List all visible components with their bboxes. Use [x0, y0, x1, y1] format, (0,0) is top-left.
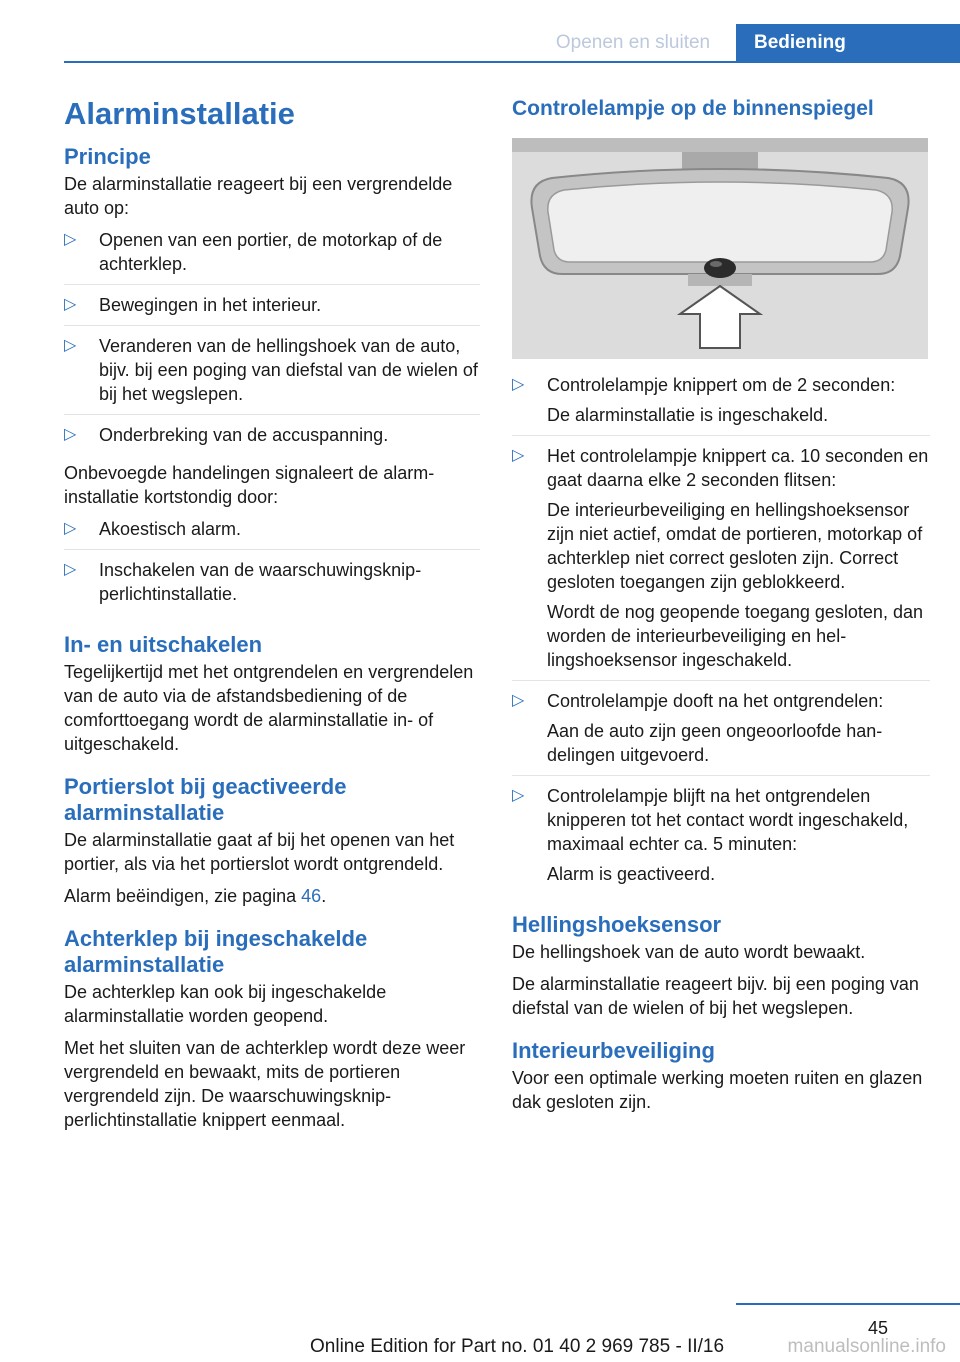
list-item: ▷ Controlelampje dooft na het ontgrendelen: Aan de auto zijn geen ongeoorloofde handelingen uitgevoerd. [512, 689, 930, 776]
list-item: ▷ Akoestisch alarm. [64, 517, 480, 550]
inuit-text: Tegelijkertijd met het ontgrendelen en vergrendelen van de auto via de afstandsbediening of de comforttoegang wordt de alarminstallatie in- of uitgeschakeld. [64, 662, 474, 754]
triangle-right-icon: ▷ [512, 692, 525, 709]
interieur-text: Voor een optimale werking moeten ruiten en glazen dak gesloten zijn. [512, 1068, 923, 1112]
triangle-right-icon: ▷ [64, 337, 77, 354]
heading-controlelampje: Controlelampje op de binnenspiegel [512, 97, 874, 120]
list-item: ▷ Onderbreking van de accuspanning. [64, 425, 389, 445]
helling-text-2: De alarminstallatie reageert bijv. bij een poging van diefstal van de wielen of bij het wegslepen. [512, 974, 919, 1018]
page-link[interactable]: 46 [301, 886, 322, 906]
triangle-right-icon: ▷ [512, 787, 525, 804]
triangle-right-icon: ▷ [512, 447, 525, 464]
footer-rule [736, 1303, 960, 1305]
heading-principe: Principe [64, 144, 151, 169]
triangle-right-icon: ▷ [64, 561, 77, 578]
list-item: ▷ Inschakelen van de waarschuwingsknipperlichtinstallatie. [64, 560, 422, 604]
page-title: Alarminstallatie [64, 96, 295, 131]
heading-achterklep: Achterklep bij ingeschakelde alarminstallatie [64, 926, 368, 977]
watermark: manualsonline.info [787, 1336, 946, 1357]
principe-intro: De alarminstallatie reageert bij een vergrendelde auto op: [64, 174, 453, 218]
portierslot-ref: Alarm beëindigen, zie pagina 46. [64, 886, 327, 906]
page-number: 45 [867, 1318, 888, 1338]
rearview-mirror-image [512, 138, 928, 359]
principe-after: Onbevoegde handelingen signaleert de alarminstallatie kortstondig door: [64, 463, 435, 507]
header-rule [64, 61, 960, 63]
achterklep-text-2: Met het sluiten van de achterklep wordt deze weer vergrendeld en bewaakt, mits de portieren vergrendeld zijn. De waarschuwingsknipperlichtinstallatie knippert eenmaal. [64, 1038, 466, 1130]
heading-portierslot: Portierslot bij geactiveerde alarminstallatie [64, 774, 347, 825]
principe-list [64, 228, 480, 455]
triangle-right-icon: ▷ [512, 376, 525, 393]
list-item: ▷ Openen van een portier, de motorkap of de achterklep. [64, 228, 480, 285]
lamp-status-list [512, 373, 930, 894]
heading-interieurbeveiliging: Interieurbeveiliging [512, 1038, 715, 1063]
list-item: ▷ Het controlelampje knippert ca. 10 seconden en gaat daarna elke 2 seconden flitsen: De interieurbeveiliging en hellingshoeksensor zijn niet actief, omdat de portieren, motorkap of achterklep niet correct gesloten zijn. Correct gesloten toegangen zijn geblokkeerd. Wordt de nog geopende toegang gesloten, dan worden de interieurbeveiliging en hellingshoeksensor ingeschakeld. [512, 444, 930, 681]
triangle-right-icon: ▷ [64, 296, 77, 313]
right-column [512, 96, 930, 1122]
helling-text-1: De hellingshoek van de auto wordt bewaakt. [512, 942, 866, 962]
signal-list [64, 517, 480, 614]
triangle-right-icon: ▷ [64, 231, 77, 248]
tab-bediening[interactable]: Bediening [736, 24, 960, 62]
left-column [64, 96, 480, 1140]
list-item: ▷ Controlelampje blijft na het ontgrendelen knipperen tot het contact wordt ingeschakeld, maximaal echter ca. 5 minuten: Alarm is geactiveerd. [512, 786, 909, 884]
triangle-right-icon: ▷ [64, 520, 77, 537]
list-item: ▷ Veranderen van de hellingshoek van de auto, bijv. bij een poging van diefstal van de wielen of bij het wegslepen. [64, 334, 480, 415]
triangle-right-icon: ▷ [64, 426, 77, 443]
portierslot-text: De alarminstallatie gaat af bij het openen van het portier, als via het portierslot wordt ontgrendeld. [64, 830, 455, 874]
edition-footer: Online Edition for Part no. 01 40 2 969 785 - II/16 [310, 1336, 725, 1357]
achterklep-text-1: De achterklep kan ook bij ingeschakelde alarminstallatie worden geopend. [64, 982, 387, 1026]
list-item: ▷ Controlelampje knippert om de 2 seconden: De alarminstallatie is ingeschakeld. [512, 373, 930, 436]
tab-openen-en-sluiten[interactable]: Openen en sluiten [555, 32, 711, 53]
heading-hellingshoeksensor: Hellingshoeksensor [512, 912, 722, 937]
list-item: ▷ Bewegingen in het interieur. [64, 293, 480, 326]
heading-in-uitschakelen: In- en uitschakelen [64, 632, 263, 657]
